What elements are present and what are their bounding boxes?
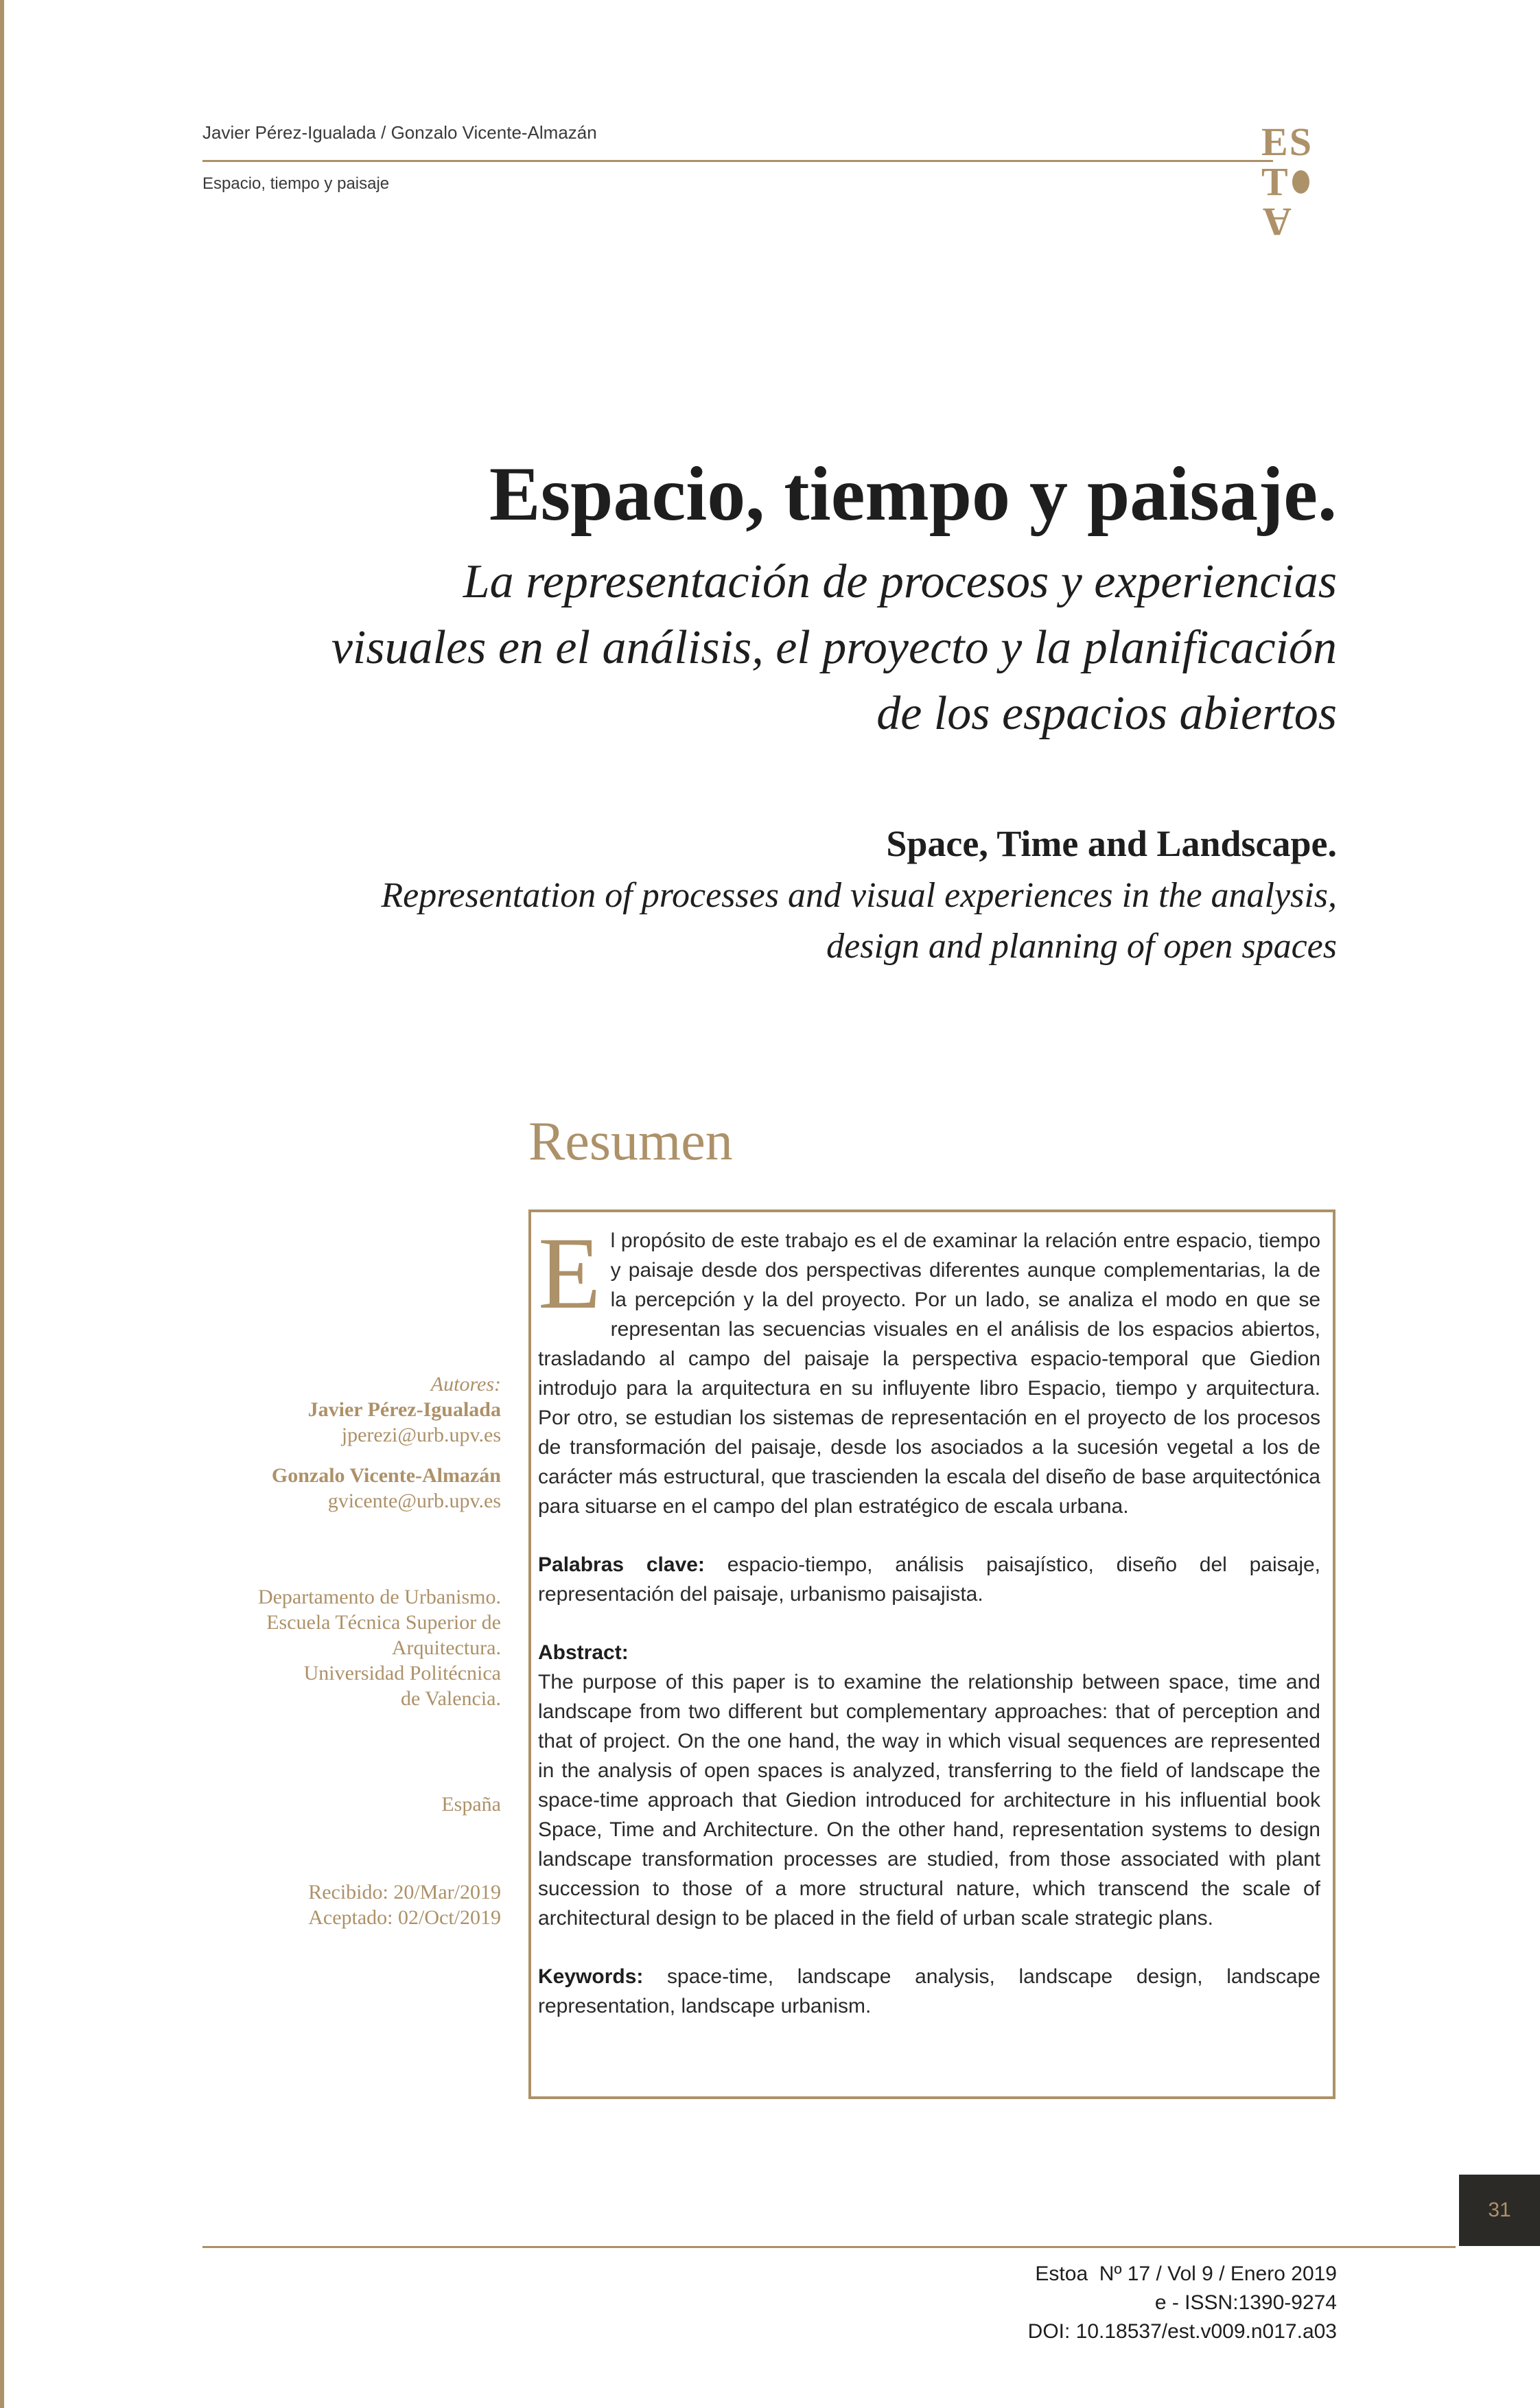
left-border-rule bbox=[0, 0, 4, 2408]
footer-info bbox=[1028, 2260, 1337, 2346]
abstract-label: Abstract: bbox=[538, 1641, 629, 1664]
keywords bbox=[538, 1962, 1320, 2021]
paper-subtitle: La representación de procesos y experiencias visuales en el análisis, el proyecto y la planificación de los espacios abiertos bbox=[331, 555, 1337, 740]
page-number-badge bbox=[1459, 2175, 1540, 2246]
journal-issue: Estoa Nº 17 / Vol 9 / Enero 2019 bbox=[1035, 2262, 1337, 2285]
sidebar-dates bbox=[308, 1879, 501, 1930]
abstract-box bbox=[528, 1209, 1335, 2099]
keywords-label: Keywords: bbox=[538, 1965, 644, 1988]
running-header-title: Espacio, tiempo y paisaje bbox=[202, 174, 390, 193]
paper-title: Espacio, tiempo y paisaje. bbox=[489, 452, 1337, 537]
authors-label: Autores: bbox=[430, 1373, 501, 1396]
resumen-body: l propósito de este trabajo es el de examinar la relación entre espacio, tiempo y paisaje desde dos perspectivas diferentes aunque complementarias, la de la percepción y la del proyecto. Por un lado, se analiza el modo en que se representan las secuencias visuales en el análisis de los espacios abiertos, trasladando al campo del paisaje la perspectiva espacio-temporal que Giedion introdujo para la arquitectura en su influyente libro Espacio, tiempo y arquitectura. Por otro, se estudian los sistemas de representación en el proyecto de los procesos de transformación del paisaje, desde los asociados a la sucesión vegetal a los de carácter más estructural, que trascienden la escala del diseño de base arquitectónica para situarse en el campo del plan estratégico de escala urbana. bbox=[538, 1229, 1320, 1518]
logo-letter: S bbox=[1289, 119, 1313, 164]
paper-title-english: Space, Time and Landscape. bbox=[886, 823, 1337, 864]
paper-subtitle-english: Representation of processes and visual experiences in the analysis, design and planning of open spaces bbox=[381, 876, 1337, 966]
sidebar-affiliation bbox=[258, 1584, 501, 1711]
palabras-clave-text: espacio-tiempo, análisis paisajístico, diseño del paisaje, representación del paisaje, urbanismo paisajista. bbox=[538, 1553, 1321, 1606]
affiliation-line: Escuela Técnica Superior de bbox=[266, 1611, 501, 1634]
sidebar-country: España bbox=[441, 1793, 501, 1816]
running-header-authors: Javier Pérez-Igualada / Gonzalo Vicente-Almazán bbox=[202, 122, 597, 143]
logo-letter: E bbox=[1261, 119, 1290, 164]
logo-dot-icon bbox=[1292, 170, 1309, 194]
logo-letter: T bbox=[1261, 159, 1290, 204]
author-email: jperezi@urb.upv.es bbox=[341, 1424, 501, 1446]
accepted-date: Aceptado: 02/Oct/2019 bbox=[308, 1906, 501, 1929]
affiliation-line: Departamento de Urbanismo. bbox=[257, 1586, 501, 1608]
keywords-text: space-time, landscape analysis, landscape design, landscape representation, landscape urbanism. bbox=[538, 1965, 1320, 2017]
journal-logo bbox=[1261, 119, 1313, 244]
sidebar-authors bbox=[272, 1371, 501, 1514]
resumen-heading: Resumen bbox=[528, 1111, 733, 1172]
issn: e - ISSN:1390-9274 bbox=[1154, 2291, 1337, 2314]
doi: DOI: 10.18537/est.v009.n017.a03 bbox=[1027, 2320, 1337, 2343]
author-name: Gonzalo Vicente-Almazán bbox=[271, 1464, 501, 1487]
resumen-paragraph bbox=[538, 1216, 1320, 1521]
page-number: 31 bbox=[1488, 2199, 1511, 2221]
affiliation-line: Universidad Politécnica bbox=[303, 1662, 501, 1685]
affiliation-line: Arquitectura. bbox=[391, 1636, 501, 1659]
palabras-clave bbox=[538, 1550, 1320, 1609]
received-date: Recibido: 20/Mar/2019 bbox=[308, 1881, 501, 1903]
author-name: Javier Pérez-Igualada bbox=[307, 1398, 501, 1421]
author-email: gvicente@urb.upv.es bbox=[327, 1490, 501, 1512]
header-rule bbox=[202, 160, 1273, 162]
affiliation-line: de Valencia. bbox=[400, 1687, 501, 1710]
logo-letter: A bbox=[1261, 200, 1292, 244]
palabras-clave-label: Palabras clave: bbox=[538, 1553, 705, 1576]
drop-cap: E bbox=[538, 1216, 601, 1330]
abstract-body: The purpose of this paper is to examine the relationship between space, time and landscape from two different but complementary approaches: that of perception and that of project. On the one hand, the way in which visual sequences are represented in the analysis of open spaces is analyzed, transferring to the field of landscape the space-time approach that Giedion introduced for architecture in his influential book Space, Time and Architecture. On the other hand, representation systems to design landscape transformation processes are studied, from those associated with plant succession to those of a more structural nature, which transcend the scale of architectural design to be placed in the field of urban scale strategic plans. bbox=[538, 1671, 1320, 1930]
footer-rule bbox=[202, 2246, 1456, 2248]
abstract-paragraph bbox=[538, 1638, 1320, 1933]
